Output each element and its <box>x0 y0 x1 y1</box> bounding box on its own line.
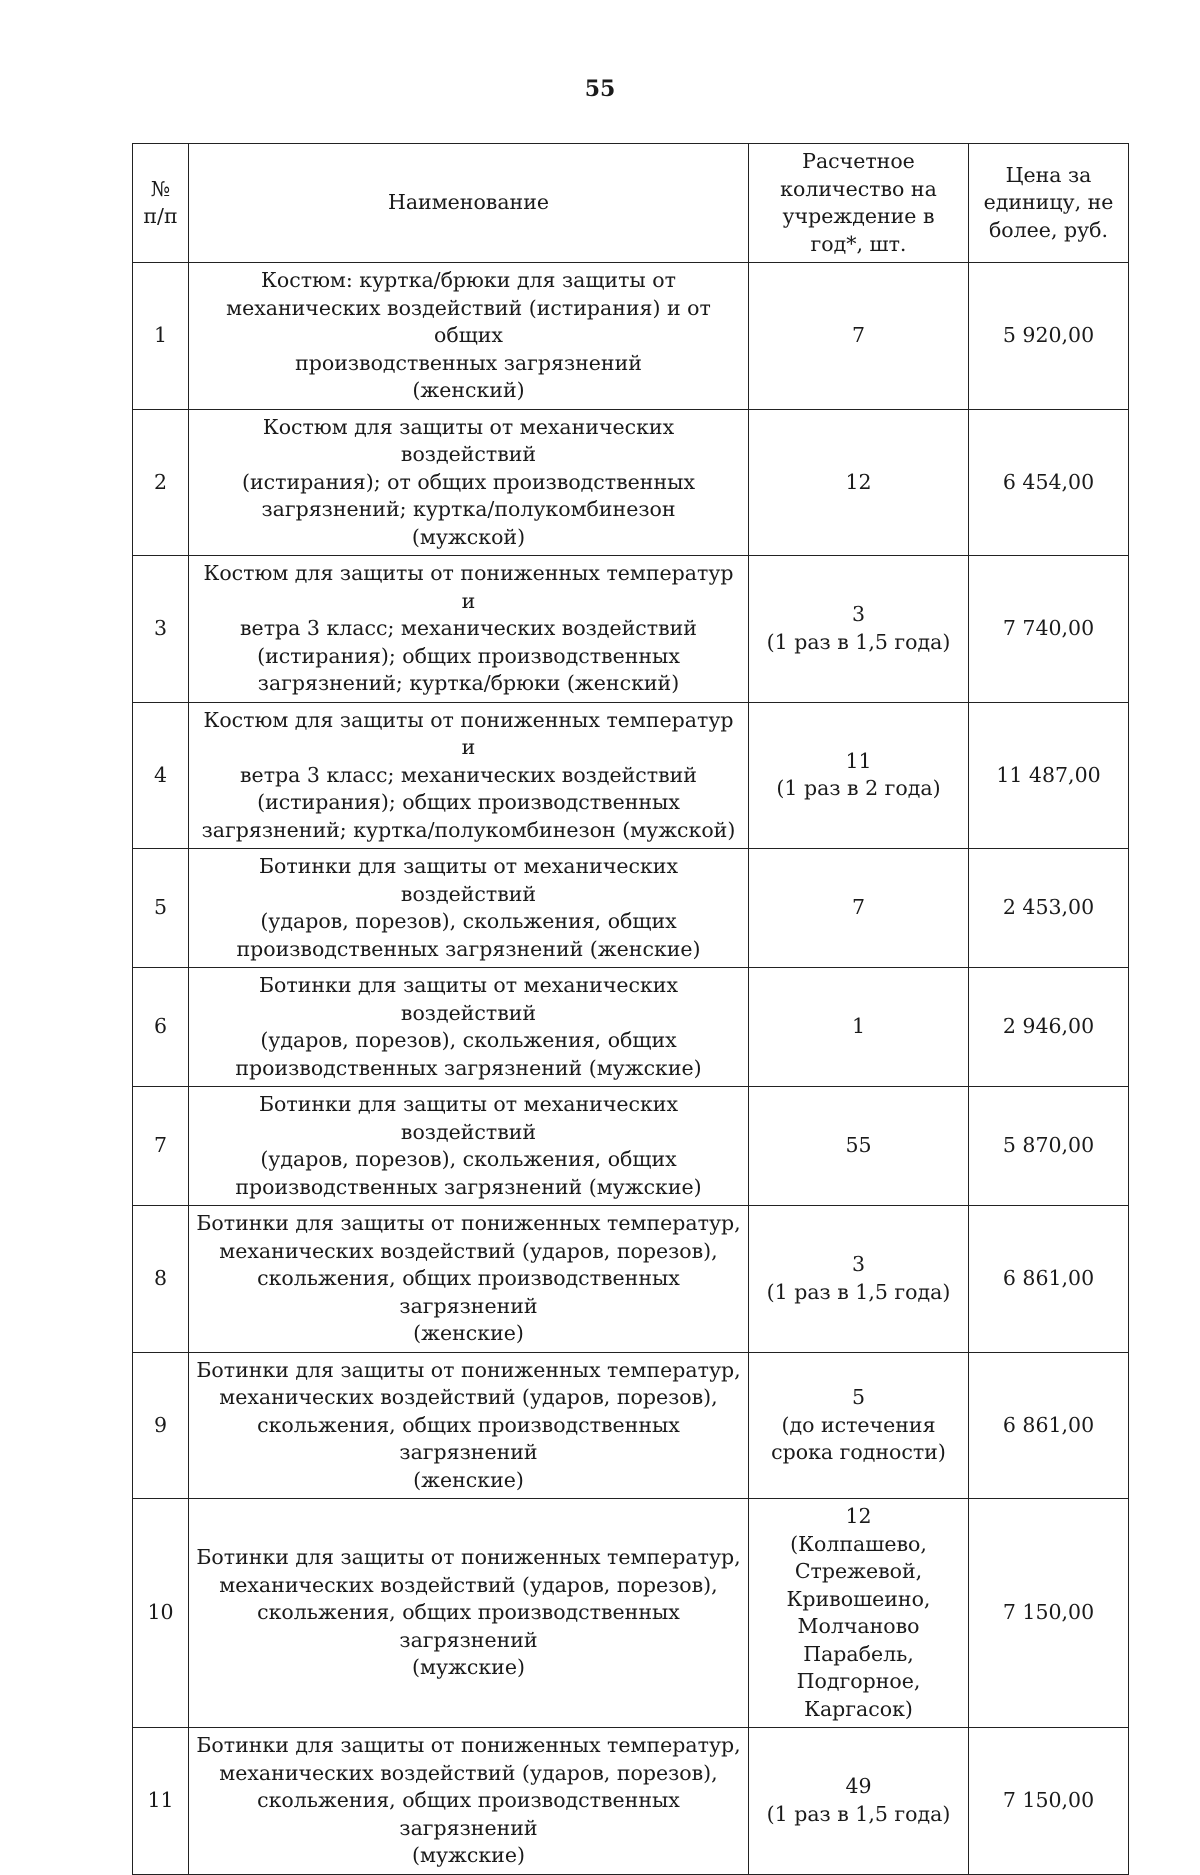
cell-qty: 5 (до истечения срока годности) <box>749 1352 969 1499</box>
cell-qty: 7 <box>749 849 969 968</box>
cell-qty: 12 <box>749 409 969 556</box>
cell-qty: 3 (1 раз в 1,5 года) <box>749 1206 969 1353</box>
cell-qty: 11 (1 раз в 2 года) <box>749 702 969 849</box>
table-row <box>133 968 1129 1087</box>
cell-name: Ботинки для защиты от пониженных температур, механических воздействий (ударов, порезов), скольжения, общих производственных загрязнений (женские) <box>189 1206 749 1353</box>
header-name: Наименование <box>189 144 749 263</box>
table-row <box>133 556 1129 703</box>
table-row <box>133 1087 1129 1206</box>
table-header <box>133 144 1129 263</box>
cell-qty: 1 <box>749 968 969 1087</box>
cell-num: 8 <box>133 1206 189 1353</box>
cell-num: 10 <box>133 1499 189 1728</box>
cell-price: 2 453,00 <box>969 849 1129 968</box>
cell-num: 5 <box>133 849 189 968</box>
cell-num: 7 <box>133 1087 189 1206</box>
table-row <box>133 702 1129 849</box>
cell-num: 9 <box>133 1352 189 1499</box>
table-body <box>133 263 1129 1875</box>
cell-name: Костюм для защиты от пониженных температур и ветра 3 класс; механических воздействий (истирания); общих производственных загрязнений; куртка/брюки (женский) <box>189 556 749 703</box>
cell-price: 6 861,00 <box>969 1352 1129 1499</box>
cell-name: Костюм для защиты от механических воздействий (истирания); от общих производственных загрязнений; куртка/полукомбинезон (мужской) <box>189 409 749 556</box>
header-num: № п/п <box>133 144 189 263</box>
table-row <box>133 1206 1129 1353</box>
cell-num: 6 <box>133 968 189 1087</box>
cell-qty: 55 <box>749 1087 969 1206</box>
header-qty: Расчетное количество на учреждение в год*, шт. <box>749 144 969 263</box>
table-row <box>133 1499 1129 1728</box>
table-row <box>133 1352 1129 1499</box>
page-number: 55 <box>584 76 616 102</box>
cell-price: 6 861,00 <box>969 1206 1129 1353</box>
cell-name: Ботинки для защиты от пониженных температур, механических воздействий (ударов, порезов), скольжения, общих производственных загрязнений (женские) <box>189 1352 749 1499</box>
header-price: Цена за единицу, не более, руб. <box>969 144 1129 263</box>
items-table <box>132 143 1129 1875</box>
cell-num: 11 <box>133 1728 189 1875</box>
cell-name: Ботинки для защиты от пониженных температур, механических воздействий (ударов, порезов), скольжения, общих производственных загрязнений (мужские) <box>189 1728 749 1875</box>
cell-price: 5 870,00 <box>969 1087 1129 1206</box>
cell-qty: 3 (1 раз в 1,5 года) <box>749 556 969 703</box>
cell-num: 1 <box>133 263 189 410</box>
header-row <box>133 144 1129 263</box>
cell-price: 5 920,00 <box>969 263 1129 410</box>
cell-name: Ботинки для защиты от пониженных температур, механических воздействий (ударов, порезов), скольжения, общих производственных загрязнений (мужские) <box>189 1499 749 1728</box>
cell-num: 3 <box>133 556 189 703</box>
table-row <box>133 409 1129 556</box>
cell-name: Ботинки для защиты от механических воздействий (ударов, порезов), скольжения, общих производственных загрязнений (мужские) <box>189 1087 749 1206</box>
cell-price: 11 487,00 <box>969 702 1129 849</box>
cell-price: 7 150,00 <box>969 1499 1129 1728</box>
table-row <box>133 849 1129 968</box>
cell-name: Ботинки для защиты от механических воздействий (ударов, порезов), скольжения, общих производственных загрязнений (мужские) <box>189 968 749 1087</box>
cell-price: 6 454,00 <box>969 409 1129 556</box>
cell-qty: 49 (1 раз в 1,5 года) <box>749 1728 969 1875</box>
cell-name: Ботинки для защиты от механических воздействий (ударов, порезов), скольжения, общих производственных загрязнений (женские) <box>189 849 749 968</box>
cell-price: 2 946,00 <box>969 968 1129 1087</box>
cell-name: Костюм: куртка/брюки для защиты от механических воздействий (истирания) и от общих производственных загрязнений (женский) <box>189 263 749 410</box>
table-row <box>133 1728 1129 1875</box>
cell-price: 7 150,00 <box>969 1728 1129 1875</box>
cell-price: 7 740,00 <box>969 556 1129 703</box>
table-row <box>133 263 1129 410</box>
cell-qty: 7 <box>749 263 969 410</box>
cell-qty: 12 (Колпашево, Стрежевой, Кривошеино, Молчаново Парабель, Подгорное, Каргасок) <box>749 1499 969 1728</box>
cell-num: 2 <box>133 409 189 556</box>
cell-name: Костюм для защиты от пониженных температур и ветра 3 класс; механических воздействий (истирания); общих производственных загрязнений; куртка/полукомбинезон (мужской) <box>189 702 749 849</box>
cell-num: 4 <box>133 702 189 849</box>
